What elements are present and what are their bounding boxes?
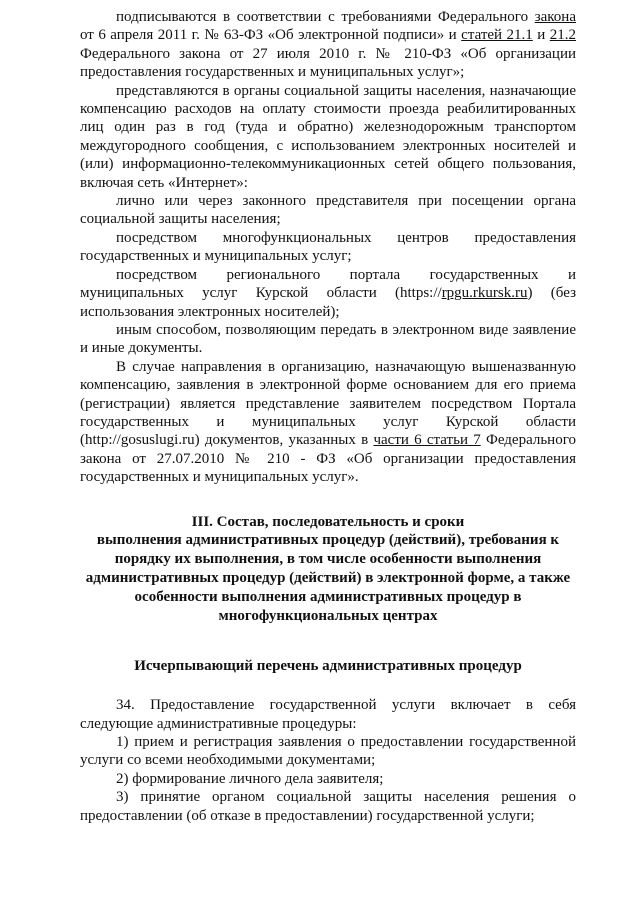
list-item-34: 34. Предоставление государственной услуги включает в себя следующие административные процедуры: [80, 697, 576, 732]
paragraph-regional-portal [80, 266, 576, 321]
text: от 6 апреля 2011 г. № 63-ФЗ «Об электронной подписи» и [80, 27, 462, 44]
law-link-article-21-1[interactable]: статей 21.1 [461, 27, 533, 44]
section-heading-line: выполнения административных процедур (действий), требования к [96, 532, 560, 549]
law-link-article-21-2[interactable]: 21.2 [549, 27, 576, 44]
list-item-1: 1) прием и регистрация заявления о предоставлении государственной услуги со всеми необходимыми документами; [80, 733, 576, 769]
paragraph-signature-requirements [80, 8, 576, 82]
text: посредством регионального портала государственных и муниципальных услуг Курской области (https:// [80, 266, 576, 302]
text: ) (без использования электронных носителей); [80, 285, 576, 320]
law-link-63fz[interactable]: закона [534, 9, 576, 25]
paragraph-in-person: лично или через законного представителя при посещении органа социальной защиты населения; [80, 193, 576, 228]
regional-portal-link[interactable]: rpgu.rkursk.ru [441, 285, 528, 302]
section-heading-line: административных процедур (действий) в электронной форме, а также [85, 569, 571, 586]
section-heading [80, 513, 576, 626]
paragraph-mfc: посредством многофункциональных центров предоставления государственных и муниципальных услуг; [80, 229, 576, 265]
law-link-part-6-article-7[interactable]: части 6 статьи 7 [373, 432, 481, 449]
text: и [532, 27, 550, 44]
text: подписываются в соответствии с требованиями Федерального [116, 9, 535, 25]
subheading-procedures-list: Исчерпывающий перечень административных процедур [134, 658, 522, 675]
paragraph-submission-channels: представляются в органы социальной защиты населения, назначающие компенсацию расходов на оплату стоимости проезда реабилитированных лиц один раз в год (туда и обратно) железнодорожным транспортом междугородного сообщения, с использованием электронных носителей и (или) информационно-телекоммуникационных сетей общего пользования, включая сеть «Интернет»: [80, 82, 576, 191]
section-heading-line: многофункциональных центрах [218, 607, 438, 624]
section-heading-line: порядку их выполнения, в том числе особенности выполнения [114, 551, 542, 568]
text: Федерального закона от 27.07.2010 № 210 - ФЗ «Об организации предоставления государственных и муниципальных услуг». [80, 432, 576, 486]
text: В случае направления в организацию, назначающую вышеназванную компенсацию, заявления в электронной форме основанием для его приема (регистрации) является представление заявителем посредством Портала государственных и муниципальных услуг Курской области (http://gosuslugi.ru) документов, указанных в [80, 358, 576, 449]
paragraph-electronic-submission [80, 358, 576, 487]
list-item-2: 2) формирование личного дела заявителя; [116, 770, 384, 787]
section-heading-line: III. Состав, последовательность и сроки [191, 513, 465, 530]
paragraph-other-methods: иным способом, позволяющим передать в электронном виде заявление и иные документы. [80, 321, 576, 357]
section-heading-line: особенности выполнения административных процедур в [134, 588, 522, 605]
document-page [0, 8, 640, 913]
text: Федерального закона от 27 июля 2010 г. № 210-ФЗ «Об организации предоставления государственных и муниципальных услуг»; [80, 45, 576, 81]
list-item-3: 3) принятие органом социальной защиты населения решения о предоставлении (об отказе в предоставлении) государственной услуги; [80, 789, 576, 824]
